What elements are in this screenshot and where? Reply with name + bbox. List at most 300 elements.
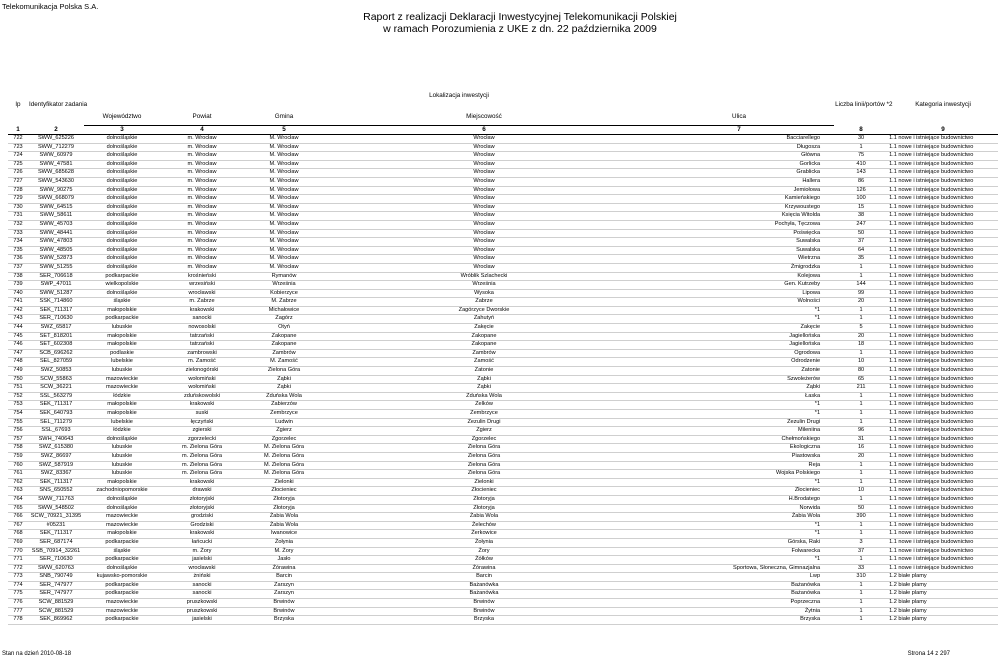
header-numbers-row xyxy=(8,126,998,135)
cell-gmina: Jasło xyxy=(244,556,324,565)
cell-liczba: 96 xyxy=(834,427,888,436)
cell-miejscowosc: Żelechów xyxy=(324,521,644,530)
header-num: 4 xyxy=(160,126,244,135)
cell-liczba: 1 xyxy=(834,470,888,479)
cell-wojewodztwo: dolnośląskie xyxy=(84,255,160,264)
cell-ulica: Poprzeczna xyxy=(644,599,834,608)
cell-gmina: Brwinów xyxy=(244,607,324,616)
cell-ulica: Sportowa, Słoneczna, Gimnazjalna xyxy=(644,564,834,573)
cell-id: SWW_60979 xyxy=(28,152,84,161)
cell-miejscowosc: Wrocław xyxy=(324,177,644,186)
cell-lp: 732 xyxy=(8,220,28,229)
cell-miejscowosc: Bażanówka xyxy=(324,590,644,599)
cell-lp: 777 xyxy=(8,607,28,616)
footer-page-number: Strona 14 z 297 xyxy=(907,651,950,657)
table-row xyxy=(8,220,998,229)
cell-lp: 755 xyxy=(8,418,28,427)
cell-kategoria: 1.2 białe plamy xyxy=(888,590,998,599)
cell-ulica: Górska, Raki xyxy=(644,538,834,547)
cell-powiat: Grodziski xyxy=(160,521,244,530)
cell-liczba: 1 xyxy=(834,392,888,401)
cell-id: SWH_740643 xyxy=(28,435,84,444)
cell-wojewodztwo: dolnośląskie xyxy=(84,152,160,161)
cell-lp: 759 xyxy=(8,452,28,461)
cell-lp: 776 xyxy=(8,599,28,608)
cell-powiat: m. Wrocław xyxy=(160,203,244,212)
cell-ulica: Główna xyxy=(644,152,834,161)
cell-miejscowosc: Zamość xyxy=(324,358,644,367)
cell-wojewodztwo: lubuskie xyxy=(84,452,160,461)
cell-id: SWW_51255 xyxy=(28,263,84,272)
cell-kategoria: 1.1 nowe i istniejące budownictwo xyxy=(888,143,998,152)
cell-wojewodztwo: lubuskie xyxy=(84,461,160,470)
cell-liczba: 30 xyxy=(834,135,888,144)
cell-lp: 778 xyxy=(8,616,28,625)
cell-powiat: wrocławski xyxy=(160,289,244,298)
cell-lp: 746 xyxy=(8,341,28,350)
cell-kategoria: 1.1 nowe i istniejące budownictwo xyxy=(888,152,998,161)
table-row xyxy=(8,599,998,608)
cell-kategoria: 1.1 nowe i istniejące budownictwo xyxy=(888,478,998,487)
cell-powiat: jasielski xyxy=(160,556,244,565)
cell-ulica: Długosza xyxy=(644,143,834,152)
cell-liczba: 1 xyxy=(834,401,888,410)
cell-kategoria: 1.1 nowe i istniejące budownictwo xyxy=(888,160,998,169)
table-row xyxy=(8,513,998,522)
cell-id: SEK_711317 xyxy=(28,478,84,487)
cell-kategoria: 1.1 nowe i istniejące budownictwo xyxy=(888,298,998,307)
cell-ulica: H.Brodatego xyxy=(644,495,834,504)
cell-id: SWP_47011 xyxy=(28,281,84,290)
cell-gmina: Złotoryja xyxy=(244,504,324,513)
cell-kategoria: 1.2 białe plamy xyxy=(888,599,998,608)
cell-ulica: Złocieniec xyxy=(644,487,834,496)
cell-liczba: 1 xyxy=(834,495,888,504)
cell-miejscowosc: Ząbki xyxy=(324,375,644,384)
cell-gmina: M. Wrocław xyxy=(244,220,324,229)
cell-miejscowosc: Wrocław xyxy=(324,152,644,161)
cell-wojewodztwo: lubelskie xyxy=(84,358,160,367)
cell-powiat: m. Zabrze xyxy=(160,298,244,307)
cell-kategoria: 1.1 nowe i istniejące budownictwo xyxy=(888,418,998,427)
cell-gmina: M. Wrocław xyxy=(244,255,324,264)
cell-miejscowosc: Wysoka xyxy=(324,289,644,298)
cell-wojewodztwo: dolnośląskie xyxy=(84,495,160,504)
cell-gmina: Żórawina xyxy=(244,564,324,573)
table-row xyxy=(8,556,998,565)
cell-kategoria: 1.1 nowe i istniejące budownictwo xyxy=(888,263,998,272)
cell-lp: 740 xyxy=(8,289,28,298)
cell-liczba: 1 xyxy=(834,599,888,608)
cell-ulica: Bażanówka xyxy=(644,581,834,590)
cell-ulica: Lwp xyxy=(644,573,834,582)
cell-lp: 774 xyxy=(8,581,28,590)
cell-lp: 727 xyxy=(8,177,28,186)
cell-lp: 726 xyxy=(8,169,28,178)
table-row xyxy=(8,418,998,427)
cell-gmina: M. Zielona Góra xyxy=(244,444,324,453)
cell-wojewodztwo: dolnośląskie xyxy=(84,195,160,204)
cell-liczba: 50 xyxy=(834,229,888,238)
header-num: 6 xyxy=(324,126,644,135)
cell-wojewodztwo: dolnośląskie xyxy=(84,186,160,195)
cell-wojewodztwo: małopolskie xyxy=(84,401,160,410)
table-row xyxy=(8,530,998,539)
cell-kategoria: 1.1 nowe i istniejące budownictwo xyxy=(888,470,998,479)
cell-gmina: M. Wrocław xyxy=(244,169,324,178)
table-row xyxy=(8,581,998,590)
cell-lp: 722 xyxy=(8,135,28,144)
cell-gmina: M. Wrocław xyxy=(244,195,324,204)
cell-kategoria: 1.1 nowe i istniejące budownictwo xyxy=(888,186,998,195)
cell-kategoria: 1.1 nowe i istniejące budownictwo xyxy=(888,177,998,186)
cell-ulica: *1 xyxy=(644,478,834,487)
cell-miejscowosc: Zgorzelec xyxy=(324,435,644,444)
cell-kategoria: 1.1 nowe i istniejące budownictwo xyxy=(888,556,998,565)
cell-liczba: 20 xyxy=(834,452,888,461)
cell-wojewodztwo: łódzkie xyxy=(84,427,160,436)
cell-wojewodztwo: małopolskie xyxy=(84,341,160,350)
cell-gmina: Otyń xyxy=(244,324,324,333)
cell-gmina: Zielona Góra xyxy=(244,367,324,376)
cell-wojewodztwo: podkarpackie xyxy=(84,315,160,324)
cell-kategoria: 1.1 nowe i istniejące budownictwo xyxy=(888,564,998,573)
table-row xyxy=(8,470,998,479)
cell-powiat: m. Wrocław xyxy=(160,160,244,169)
cell-lp: 734 xyxy=(8,238,28,247)
cell-wojewodztwo: dolnośląskie xyxy=(84,289,160,298)
cell-lp: 767 xyxy=(8,521,28,530)
table-row xyxy=(8,367,998,376)
cell-powiat: m. Wrocław xyxy=(160,255,244,264)
cell-id: SCW_55863 xyxy=(28,375,84,384)
cell-powiat: wrzesiński xyxy=(160,281,244,290)
table-row xyxy=(8,229,998,238)
cell-kategoria: 1.1 nowe i istniejące budownictwo xyxy=(888,255,998,264)
cell-powiat: nowosolski xyxy=(160,324,244,333)
cell-gmina: Zduńska Wola xyxy=(244,392,324,401)
cell-id: SWW_620763 xyxy=(28,564,84,573)
cell-id: SWW_45703 xyxy=(28,220,84,229)
table-row xyxy=(8,358,998,367)
cell-ulica: Suwalska xyxy=(644,246,834,255)
cell-wojewodztwo: mazowieckie xyxy=(84,599,160,608)
cell-powiat: złotoryjski xyxy=(160,495,244,504)
cell-wojewodztwo: dolnośląskie xyxy=(84,203,160,212)
cell-liczba: 310 xyxy=(834,573,888,582)
cell-gmina: M. Żory xyxy=(244,547,324,556)
cell-id: SCW_881529 xyxy=(28,607,84,616)
cell-liczba: 20 xyxy=(834,332,888,341)
cell-lp: 724 xyxy=(8,152,28,161)
cell-liczba: 80 xyxy=(834,367,888,376)
cell-lp: 775 xyxy=(8,590,28,599)
cell-ulica: Mileniina xyxy=(644,427,834,436)
cell-id: SWW_543630 xyxy=(28,177,84,186)
cell-miejscowosc: Wrocław xyxy=(324,143,644,152)
cell-wojewodztwo: podkarpackie xyxy=(84,538,160,547)
header-kategoria: Kategoria inwestycji xyxy=(915,100,971,108)
table-row xyxy=(8,478,998,487)
table-row xyxy=(8,135,998,144)
cell-lp: 760 xyxy=(8,461,28,470)
table-row xyxy=(8,306,998,315)
cell-kategoria: 1.1 nowe i istniejące budownictwo xyxy=(888,375,998,384)
cell-kategoria: 1.1 nowe i istniejące budownictwo xyxy=(888,341,998,350)
cell-kategoria: 1.1 nowe i istniejące budownictwo xyxy=(888,332,998,341)
cell-lp: 745 xyxy=(8,332,28,341)
cell-gmina: Iwanowice xyxy=(244,530,324,539)
cell-ulica: Brzyska xyxy=(644,616,834,625)
cell-gmina: M. Wrocław xyxy=(244,238,324,247)
cell-liczba: 64 xyxy=(834,246,888,255)
cell-id: SSL_67693 xyxy=(28,427,84,436)
cell-wojewodztwo: małopolskie xyxy=(84,306,160,315)
cell-miejscowosc: Zambrów xyxy=(324,349,644,358)
cell-kategoria: 1.1 nowe i istniejące budownictwo xyxy=(888,272,998,281)
footer-date: Stan na dzień 2010-08-18 xyxy=(2,651,72,657)
cell-kategoria: 1.1 nowe i istniejące budownictwo xyxy=(888,504,998,513)
cell-wojewodztwo: małopolskie xyxy=(84,478,160,487)
table-row xyxy=(8,590,998,599)
cell-lp: 742 xyxy=(8,306,28,315)
cell-ulica: Wolności xyxy=(644,298,834,307)
cell-kategoria: 1.1 nowe i istniejące budownictwo xyxy=(888,349,998,358)
cell-id: SWW_548502 xyxy=(28,504,84,513)
table-row xyxy=(8,263,998,272)
cell-gmina: M. Wrocław xyxy=(244,186,324,195)
cell-ulica: Odrodzenie xyxy=(644,358,834,367)
cell-powiat: m. Zielona Góra xyxy=(160,461,244,470)
cell-liczba: 1 xyxy=(834,556,888,565)
cell-kategoria: 1.1 nowe i istniejące budownictwo xyxy=(888,358,998,367)
cell-kategoria: 1.1 nowe i istniejące budownictwo xyxy=(888,246,998,255)
cell-miejscowosc: Zabrze xyxy=(324,298,644,307)
cell-powiat: wołomiński xyxy=(160,384,244,393)
cell-powiat: złotoryjski xyxy=(160,504,244,513)
cell-gmina: M. Wrocław xyxy=(244,212,324,221)
table-row xyxy=(8,349,998,358)
cell-wojewodztwo: podkarpackie xyxy=(84,272,160,281)
cell-wojewodztwo: lubelskie xyxy=(84,418,160,427)
cell-kategoria: 1.1 nowe i istniejące budownictwo xyxy=(888,315,998,324)
cell-miejscowosc: Wrocław xyxy=(324,195,644,204)
cell-ulica: Żmigrodzka xyxy=(644,263,834,272)
cell-lp: 729 xyxy=(8,195,28,204)
cell-ulica: Bacciarellego xyxy=(644,135,834,144)
cell-liczba: 3 xyxy=(834,538,888,547)
table-row xyxy=(8,495,998,504)
cell-gmina: M. Zabrze xyxy=(244,298,324,307)
cell-lp: 728 xyxy=(8,186,28,195)
table-row xyxy=(8,169,998,178)
cell-miejscowosc: Żerkowice xyxy=(324,530,644,539)
cell-lp: 771 xyxy=(8,556,28,565)
cell-liczba: 410 xyxy=(834,160,888,169)
cell-powiat: m. Wrocław xyxy=(160,246,244,255)
cell-liczba: 5 xyxy=(834,324,888,333)
cell-ulica: Żytnia xyxy=(644,607,834,616)
cell-id: SWW_712279 xyxy=(28,143,84,152)
cell-miejscowosc: Złocieniec xyxy=(324,487,644,496)
cell-lp: 757 xyxy=(8,435,28,444)
cell-lp: 735 xyxy=(8,246,28,255)
cell-powiat: zgierski xyxy=(160,427,244,436)
cell-powiat: łęczyński xyxy=(160,418,244,427)
table-row xyxy=(8,255,998,264)
cell-ulica: Szwoleżerów xyxy=(644,375,834,384)
cell-powiat: m. Wrocław xyxy=(160,186,244,195)
cell-miejscowosc: Zielona Góra xyxy=(324,461,644,470)
cell-miejscowosc: Wrocław xyxy=(324,263,644,272)
cell-lp: 758 xyxy=(8,444,28,453)
cell-id: SCW_881529 xyxy=(28,599,84,608)
cell-ulica: Folwarecka xyxy=(644,547,834,556)
cell-liczba: 100 xyxy=(834,195,888,204)
cell-wojewodztwo: lubuskie xyxy=(84,324,160,333)
cell-lp: 761 xyxy=(8,470,28,479)
cell-ulica: Ogrodowa xyxy=(644,349,834,358)
cell-kategoria: 1.1 nowe i istniejące budownictwo xyxy=(888,452,998,461)
cell-id: SER_706618 xyxy=(28,272,84,281)
cell-wojewodztwo: podkarpackie xyxy=(84,616,160,625)
table-row xyxy=(8,435,998,444)
cell-miejscowosc: Wrocław xyxy=(324,255,644,264)
cell-wojewodztwo: dolnośląskie xyxy=(84,435,160,444)
cell-gmina: Ludwin xyxy=(244,418,324,427)
cell-liczba: 38 xyxy=(834,212,888,221)
cell-liczba: 65 xyxy=(834,375,888,384)
cell-ulica: Piastowska xyxy=(644,452,834,461)
cell-miejscowosc: Wrocław xyxy=(324,186,644,195)
cell-miejscowosc: Złotoryja xyxy=(324,504,644,513)
cell-liczba: 1 xyxy=(834,410,888,419)
table-row xyxy=(8,143,998,152)
cell-ulica: Pochyła, Tęczowa xyxy=(644,220,834,229)
cell-gmina: Żołynia xyxy=(244,538,324,547)
cell-powiat: zgorzelecki xyxy=(160,435,244,444)
cell-lp: 772 xyxy=(8,564,28,573)
cell-kategoria: 1.1 nowe i istniejące budownictwo xyxy=(888,220,998,229)
cell-kategoria: 1.1 nowe i istniejące budownictwo xyxy=(888,547,998,556)
cell-kategoria: 1.1 nowe i istniejące budownictwo xyxy=(888,392,998,401)
cell-powiat: suski xyxy=(160,410,244,419)
cell-id: SSL_563279 xyxy=(28,392,84,401)
cell-powiat: zambrowski xyxy=(160,349,244,358)
cell-miejscowosc: Bażanówka xyxy=(324,581,644,590)
cell-ulica: Łaska xyxy=(644,392,834,401)
cell-miejscowosc: Zatonie xyxy=(324,367,644,376)
header-num: 9 xyxy=(888,126,998,135)
cell-wojewodztwo: podkarpackie xyxy=(84,590,160,599)
table-row xyxy=(8,195,998,204)
header-num: 8 xyxy=(834,126,888,135)
cell-wojewodztwo: podkarpackie xyxy=(84,581,160,590)
cell-wojewodztwo: lubuskie xyxy=(84,444,160,453)
cell-liczba: 1 xyxy=(834,478,888,487)
cell-wojewodztwo: dolnośląskie xyxy=(84,564,160,573)
cell-miejscowosc: Żórawina xyxy=(324,564,644,573)
cell-liczba: 35 xyxy=(834,255,888,264)
table-row xyxy=(8,487,998,496)
cell-lp: 739 xyxy=(8,281,28,290)
cell-id: SWW_90275 xyxy=(28,186,84,195)
cell-powiat: łańcucki xyxy=(160,538,244,547)
table-row xyxy=(8,324,998,333)
cell-ulica: Lipowa xyxy=(644,289,834,298)
cell-id: SWW_48441 xyxy=(28,229,84,238)
table-row xyxy=(8,203,998,212)
cell-ulica: Grablicka xyxy=(644,169,834,178)
cell-id: SER_687174 xyxy=(28,538,84,547)
cell-ulica: Ząbki xyxy=(644,384,834,393)
cell-powiat: pruszkowski xyxy=(160,599,244,608)
cell-ulica: *1 xyxy=(644,556,834,565)
cell-gmina: M. Wrocław xyxy=(244,203,324,212)
cell-lp: 733 xyxy=(8,229,28,238)
cell-powiat: m. Zielona Góra xyxy=(160,470,244,479)
cell-wojewodztwo: mazowieckie xyxy=(84,521,160,530)
cell-gmina: M. Wrocław xyxy=(244,229,324,238)
cell-kategoria: 1.1 nowe i istniejące budownictwo xyxy=(888,461,998,470)
cell-liczba: 37 xyxy=(834,547,888,556)
cell-id: SNB_790749 xyxy=(28,573,84,582)
cell-liczba: 99 xyxy=(834,289,888,298)
cell-ulica: Suwalska xyxy=(644,238,834,247)
cell-ulica: Żabia Wola xyxy=(644,513,834,522)
cell-powiat: m. Wrocław xyxy=(160,229,244,238)
table-row xyxy=(8,392,998,401)
cell-powiat: m. Wrocław xyxy=(160,195,244,204)
cell-miejscowosc: Zakęcie xyxy=(324,324,644,333)
cell-kategoria: 1.1 nowe i istniejące budownictwo xyxy=(888,495,998,504)
cell-ulica: Norwida xyxy=(644,504,834,513)
cell-miejscowosc: Wrocław xyxy=(324,220,644,229)
cell-id: SNS_650552 xyxy=(28,487,84,496)
cell-wojewodztwo: śląskie xyxy=(84,547,160,556)
table-row xyxy=(8,315,998,324)
cell-kategoria: 1.1 nowe i istniejące budownictwo xyxy=(888,521,998,530)
cell-ulica: Wojska Polskiego xyxy=(644,470,834,479)
cell-ulica: Kolejowa xyxy=(644,272,834,281)
company-name: Telekomunikacja Polska S.A. xyxy=(2,2,99,11)
header-num: 1 xyxy=(8,126,28,135)
cell-powiat: wołomiński xyxy=(160,375,244,384)
cell-liczba: 1 xyxy=(834,590,888,599)
cell-ulica: Gen. Kutrzeby xyxy=(644,281,834,290)
cell-id: SWW_58611 xyxy=(28,212,84,221)
cell-gmina: Zabierzów xyxy=(244,401,324,410)
cell-id: SET_602308 xyxy=(28,341,84,350)
table-row xyxy=(8,504,998,513)
cell-wojewodztwo: lubuskie xyxy=(84,367,160,376)
cell-id: SWW_48505 xyxy=(28,246,84,255)
cell-gmina: Kobierzyce xyxy=(244,289,324,298)
investment-table xyxy=(8,84,998,625)
cell-powiat: tatrzański xyxy=(160,341,244,350)
cell-gmina: Ząbki xyxy=(244,375,324,384)
cell-gmina: Zgierz xyxy=(244,427,324,436)
cell-powiat: sanocki xyxy=(160,315,244,324)
cell-id: SWZ_65817 xyxy=(28,324,84,333)
cell-miejscowosc: Zielona Góra xyxy=(324,470,644,479)
header-gmina: Gmina xyxy=(244,108,324,126)
table-row xyxy=(8,401,998,410)
cell-liczba: 1 xyxy=(834,418,888,427)
cell-miejscowosc: Żółków xyxy=(324,556,644,565)
cell-ulica: Zezulin Drugi xyxy=(644,418,834,427)
table-row xyxy=(8,289,998,298)
